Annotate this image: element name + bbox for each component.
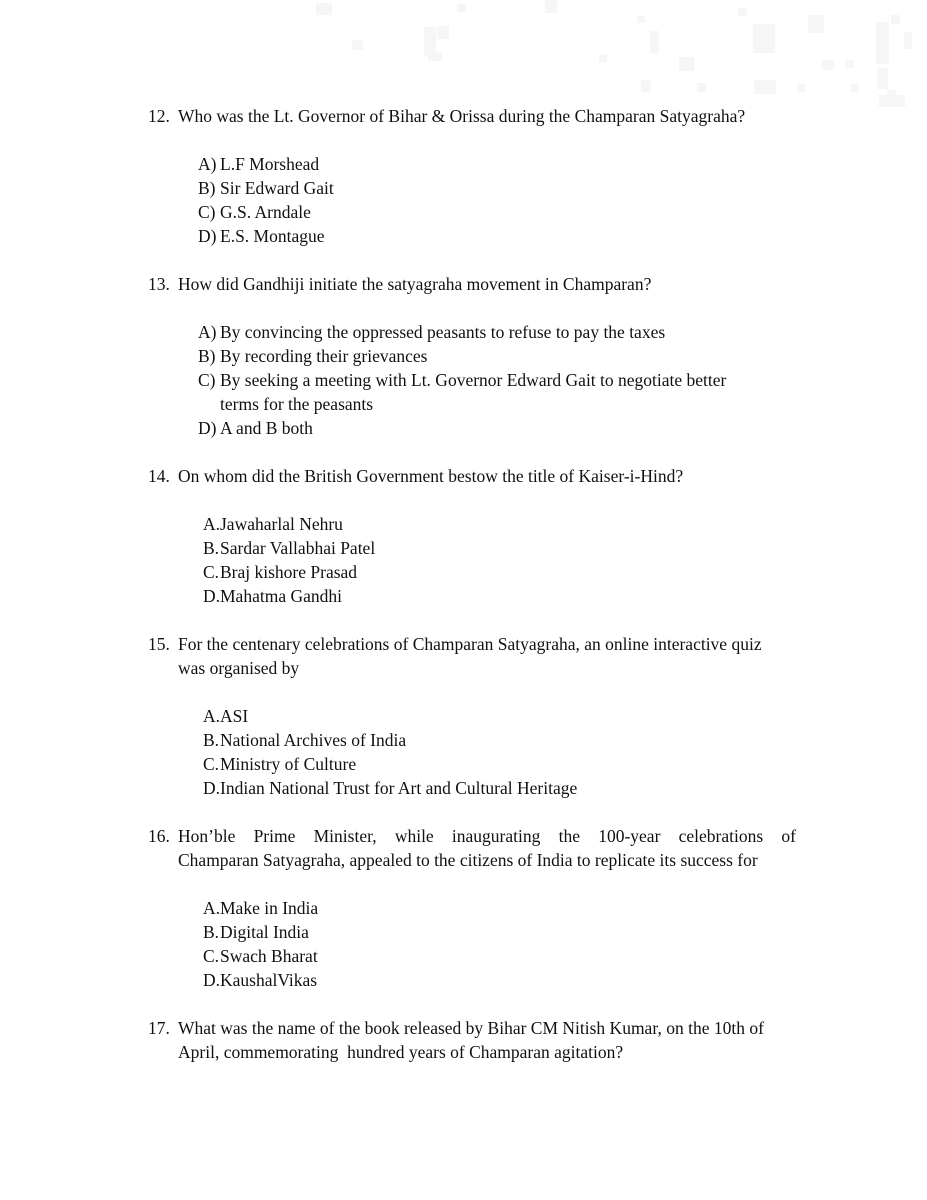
option-letter: B. xyxy=(203,922,220,942)
question-text: For the centenary celebrations of Champaran Satyagraha, an online interactive quiz xyxy=(178,634,762,654)
question-text: On whom did the British Government bestow the title of Kaiser-i-Hind? xyxy=(178,466,684,486)
question-12 xyxy=(148,104,796,128)
option-text: E.S. Montague xyxy=(220,226,325,246)
option-text: Sardar Vallabhai Patel xyxy=(220,538,376,558)
option-letter: C. xyxy=(203,754,220,774)
scan-noise-block xyxy=(437,26,449,39)
option-row xyxy=(148,968,796,992)
option-letter: A. xyxy=(203,898,221,918)
scan-noise-block xyxy=(545,0,557,13)
scan-noise-block xyxy=(352,40,363,50)
option-row xyxy=(148,776,796,800)
option-letter: A. xyxy=(203,706,221,726)
scan-noise-block xyxy=(637,16,645,23)
option-text: L.F Morshead xyxy=(220,154,320,174)
option-row xyxy=(148,320,796,344)
option-letter: D. xyxy=(203,970,221,990)
question-text: Who was the Lt. Governor of Bihar & Orissa during the Champaran Satyagraha? xyxy=(178,106,746,126)
scan-noise-block xyxy=(845,60,854,68)
option-letter: C. xyxy=(203,562,220,582)
scan-noise-block xyxy=(428,52,442,61)
scan-noise-block xyxy=(797,84,805,92)
scan-noise-block xyxy=(808,15,824,33)
option-row xyxy=(148,416,796,440)
question-text: What was the name of the book released by Bihar CM Nitish Kumar, on the 10th of xyxy=(178,1018,764,1038)
option-letter: C. xyxy=(203,946,220,966)
option-row xyxy=(148,584,796,608)
option-row xyxy=(148,368,796,416)
option-letter: C) xyxy=(198,202,216,222)
option-letter: D. xyxy=(203,586,221,606)
option-letter: C) xyxy=(198,370,216,390)
question-16 xyxy=(148,824,796,872)
option-text: Digital India xyxy=(220,922,309,942)
question-number: 14. xyxy=(148,466,170,486)
question-text: Champaran Satyagraha, appealed to the citizens of India to replicate its success for xyxy=(178,850,758,870)
question-number: 15. xyxy=(148,634,170,654)
option-text: National Archives of India xyxy=(220,730,407,750)
option-row xyxy=(148,944,796,968)
option-letter: B) xyxy=(198,346,216,366)
option-row xyxy=(148,896,796,920)
options-q12 xyxy=(148,152,796,248)
scan-noise-block xyxy=(650,31,659,53)
question-number: 17. xyxy=(148,1018,170,1038)
option-text: Mahatma Gandhi xyxy=(220,586,342,606)
scan-noise-block xyxy=(876,22,889,64)
question-number: 13. xyxy=(148,274,170,294)
scan-noise-block xyxy=(879,95,905,107)
option-text: ASI xyxy=(220,706,249,726)
question-13 xyxy=(148,272,796,296)
option-letter: A. xyxy=(203,514,221,534)
scan-noise-block xyxy=(457,4,466,12)
option-row xyxy=(148,224,796,248)
option-row xyxy=(148,752,796,776)
scan-noise-block xyxy=(904,32,912,49)
option-letter: D. xyxy=(203,778,221,798)
option-letter: A) xyxy=(198,322,217,342)
option-row xyxy=(148,152,796,176)
question-text: How did Gandhiji initiate the satyagraha movement in Champaran? xyxy=(178,274,652,294)
option-text: By recording their grievances xyxy=(220,346,428,366)
option-row xyxy=(148,512,796,536)
option-row xyxy=(148,560,796,584)
option-text: Swach Bharat xyxy=(220,946,318,966)
option-letter: D) xyxy=(198,418,217,438)
question-14 xyxy=(148,464,796,488)
scan-noise-block xyxy=(754,80,776,94)
option-text: Braj kishore Prasad xyxy=(220,562,358,582)
option-row xyxy=(148,536,796,560)
options-q16 xyxy=(148,896,796,992)
option-text: A and B both xyxy=(220,418,313,438)
option-letter: D) xyxy=(198,226,217,246)
option-row xyxy=(148,704,796,728)
option-letter: B. xyxy=(203,538,220,558)
scan-noise-block xyxy=(316,3,332,15)
scan-noise-block xyxy=(891,15,900,24)
option-row xyxy=(148,344,796,368)
scan-noise-block xyxy=(822,60,834,70)
question-17 xyxy=(148,1016,796,1064)
scan-noise-block xyxy=(697,83,706,92)
question-number: 16. xyxy=(148,826,170,846)
option-text: Indian National Trust for Art and Cultural Heritage xyxy=(220,778,578,798)
question-text: Hon’ble Prime Minister, while inaugurating the 100-year celebrations of xyxy=(178,826,796,846)
option-text: Make in India xyxy=(220,898,319,918)
question-text: was organised by xyxy=(178,658,300,678)
options-q15 xyxy=(148,704,796,800)
question-15 xyxy=(148,632,796,680)
options-q13 xyxy=(148,320,796,440)
quiz-content xyxy=(148,104,796,1088)
option-text: By seeking a meeting with Lt. Governor Edward Gait to negotiate better xyxy=(220,370,727,390)
option-text: Jawaharlal Nehru xyxy=(220,514,343,534)
option-text: Ministry of Culture xyxy=(220,754,357,774)
option-letter: A) xyxy=(198,154,217,174)
option-row xyxy=(148,920,796,944)
options-q14 xyxy=(148,512,796,608)
option-row xyxy=(148,728,796,752)
scan-noise-block xyxy=(738,8,747,16)
question-number: 12. xyxy=(148,106,170,126)
option-row xyxy=(148,200,796,224)
scan-noise-block xyxy=(599,54,607,62)
scan-noise-block xyxy=(679,57,694,71)
scan-noise-block xyxy=(753,24,775,53)
option-text: G.S. Arndale xyxy=(220,202,311,222)
option-text: terms for the peasants xyxy=(220,394,374,414)
option-letter: B. xyxy=(203,730,220,750)
option-row xyxy=(148,176,796,200)
option-text: Sir Edward Gait xyxy=(220,178,334,198)
scan-noise-block xyxy=(641,80,651,92)
option-text: By convincing the oppressed peasants to refuse to pay the taxes xyxy=(220,322,666,342)
scan-noise-block xyxy=(877,68,888,89)
option-letter: B) xyxy=(198,178,216,198)
question-text: April, commemorating hundred years of Champaran agitation? xyxy=(178,1042,624,1062)
option-text: KaushalVikas xyxy=(220,970,318,990)
scan-noise-block xyxy=(851,84,859,92)
